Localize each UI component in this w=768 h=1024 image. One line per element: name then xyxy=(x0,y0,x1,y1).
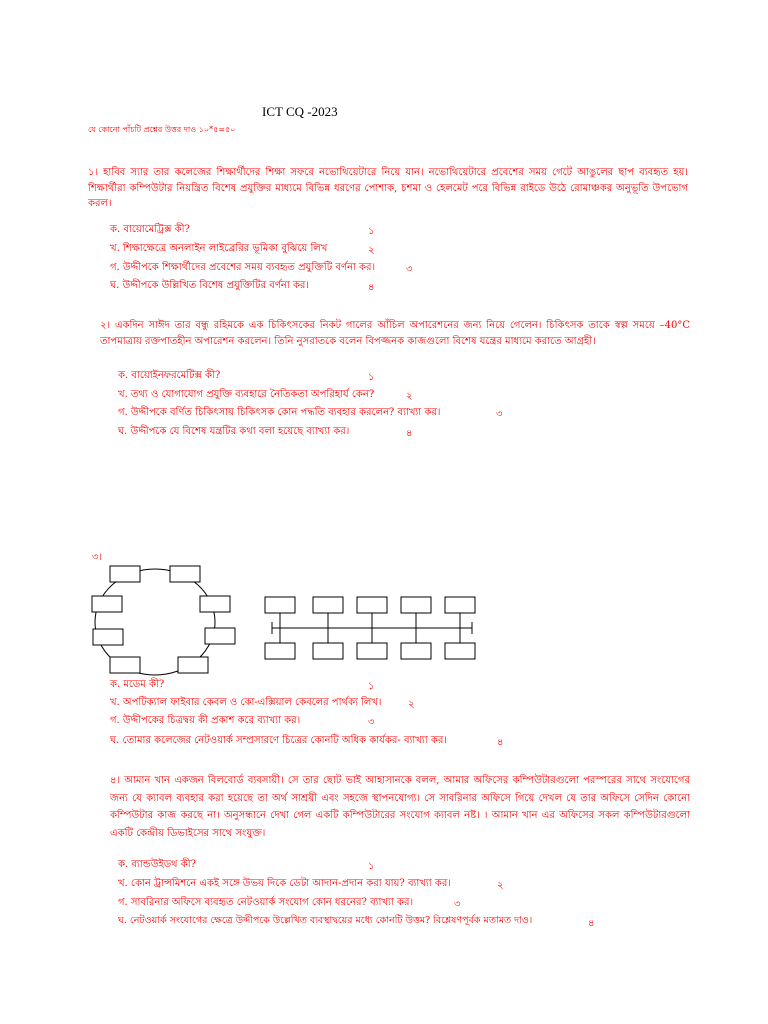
exam-instruction: যে কোনো পাঁচটি প্রশ্নের উত্তর দাও ১০*৫=৫০ xyxy=(88,125,236,134)
ring-node xyxy=(170,566,200,582)
bus-node xyxy=(401,643,431,659)
ring-node xyxy=(92,596,122,612)
q2-item-ka-label: ক. বায়োইনফরমেটিক্স কী? xyxy=(118,370,221,381)
bus-node xyxy=(313,597,343,613)
q4-item-ka xyxy=(118,857,196,874)
q3-item-ga xyxy=(110,713,300,730)
bus-node xyxy=(401,597,431,613)
q3-item-ka xyxy=(110,677,164,694)
bus-node xyxy=(445,597,475,613)
q3-item-ka-label: ক. মডেম কী? xyxy=(110,679,165,690)
ring-node xyxy=(178,657,208,673)
q4-item-gha-label: ঘ. নেটওয়ার্ক সংযোগের ক্ষেত্রে উদ্দীপকে উল্লেখিত ব্যবস্থাদ্বয়ের মধ্যে কোনটি উত্তম? বিশ্লেষণপূর্বক মতামত দাও। xyxy=(118,915,533,926)
q3-item-kha-label: খ. অপটিক্যাল ফাইবার কেবল ও কো-এক্সিয়াল কেবলের পার্থক্য লিখ। xyxy=(110,697,382,708)
q1-item-ka-marks: ১ xyxy=(368,226,375,237)
ring-topology-diagram xyxy=(92,566,235,675)
q4-item-ka-label: ক. ব্যান্ডউইডথ কী? xyxy=(118,859,196,870)
q3-item-ka-marks: ১ xyxy=(368,681,375,692)
q4-item-ka-marks: ১ xyxy=(368,861,375,872)
q2-item-kha-label: খ. তথ্য ও যোগাযোগ প্রযুক্তি ব্যবহারে নৈতিকতা অপরিহার্য কেন? xyxy=(118,389,375,400)
q4-item-ga xyxy=(118,895,413,912)
q1-item-kha-marks: ২ xyxy=(368,245,375,256)
ring-node xyxy=(205,628,235,644)
ring-node xyxy=(110,657,140,673)
q1-item-ka-label: ক. বায়োমেট্রিক্স কী? xyxy=(110,224,190,235)
q3-item-ga-marks: ৩ xyxy=(368,717,375,728)
q1-item-kha-label: খ. শিক্ষাক্ষেত্রে অনলাইন লাইব্রেরির ভূমিকা বুঝিয়ে লিখ xyxy=(110,243,328,254)
q3-item-kha xyxy=(110,695,381,712)
q1-item-gha-marks: ৪ xyxy=(368,282,375,293)
q1-item-ga-marks: ৩ xyxy=(406,264,413,275)
q2-item-ga-marks: ৩ xyxy=(496,409,503,420)
q3-item-ga-label: গ. উদ্দীপকের চিত্রদ্বয় কী প্রকাশ করে ব্যাখ্যা কর। xyxy=(110,715,301,726)
q3-item-gha-marks: ৪ xyxy=(497,737,504,748)
bus-node xyxy=(357,597,387,613)
bus-node xyxy=(265,597,295,613)
q3-item-kha-marks: ২ xyxy=(408,699,415,710)
q4-stem: ৪। আমান খান একজন বিলবোর্ড ব্যবসায়ী। সে তার ছোট ভাই আহাসানকে বলল, আমার অফিসের কম্পিউটারগুলো পরস্পরের সাথে সংযোগের জন্য যে ক্যাবল ব্যবহার করা হয়েছে তা অর্থ সাশ্রয়ী এবং সহজে স্থাপনযোগ্য। সে সাবরিনার অফিসে গিয়ে দেখল যে তার অফিসে সেদিন কোনো কম্পিউটার কাজ করছে না। অনুসন্ধানে দেখা গেল একটি কম্পিউটারের সংযোগ ক্যাবল নষ্ট। । আমান খান এর অফিসের সকল কম্পিউটারগুলো একটি কেন্দ্রীয় ডিভাইসের সাথে সংযুক্ত। xyxy=(110,775,690,839)
ring-node xyxy=(110,566,140,582)
ring-node xyxy=(93,629,123,645)
bus-node xyxy=(445,643,475,659)
q4-item-ga-label: গ. সাবরিনার অফিসে ব্যবহৃত নেটওয়ার্ক সংযোগ কোন ধরনের? ব্যাখ্যা কর। xyxy=(118,897,414,908)
q2-item-ga-label: গ. উদ্দীপকে বর্ণিত চিকিৎসায় চিকিৎসক কোন পদ্ধতি ব্যবহার করলেন? ব্যাখ্যা কর। xyxy=(118,407,441,418)
q4-item-gha-marks: ৪ xyxy=(588,918,595,929)
bus-node xyxy=(357,643,387,659)
q3-item-gha xyxy=(110,733,447,750)
bus-topology-diagram xyxy=(265,597,475,659)
q4-item-kha xyxy=(118,876,451,893)
q2-item-ka-marks: ১ xyxy=(368,372,375,383)
q4-item-gha xyxy=(118,914,532,929)
q1-item-gha-label: ঘ. উদ্দীপকে উল্লিখিত বিশেষ প্রযুক্তিটির বর্ণনা কর। xyxy=(110,280,310,291)
bus-node xyxy=(313,643,343,659)
bus-node xyxy=(265,643,295,659)
q1-item-ga-label: গ. উদ্দীপকে শিক্ষার্থীদের প্রবেশের সময় ব্যবহৃত প্রযুক্তিটি বর্ণনা কর। xyxy=(110,262,376,273)
q3-number: ৩। xyxy=(92,552,103,563)
q2-item-gha-marks: ৪ xyxy=(406,428,413,439)
q4-item-kha-label: খ. কোন ট্রান্সমিশনে একই সঙ্গে উভয় দিকে ডেটা আদান-প্রদান করা যায়? ব্যাখ্যা কর। xyxy=(118,878,451,889)
q1-stem: ১। হাবিব স্যার তার কলেজের শিক্ষার্থীদের শিক্ষা সফরে নভোথিয়েটারে নিয়ে যান। নভোথিয়েটারে প্রবেশের সময় গেটে আঙুলের ছাপ ব্যবহৃত হয়। শিক্ষার্থীরা কম্পিউটার নিয়ন্ত্রিত বিশেষ প্রযুক্তির মাধ্যমে বিভিন্ন ধরণের পোশাক, চশমা ও হেলমেট পরে বিভিন্ন রাইডে উঠে রোমাঞ্চকর অনুভূতি উপভোগ করল। xyxy=(88,167,688,209)
q2-item-kha-marks: ২ xyxy=(406,391,413,402)
q2-item-gha-label: ঘ. উদ্দীপকে যে বিশেষ যন্ত্রটির কথা বলা হয়েছে ব্যাখ্যা কর। xyxy=(118,426,350,437)
ring-node xyxy=(200,596,230,612)
q4-item-ga-marks: ৩ xyxy=(454,899,461,910)
q2-stem: ২। একদিন সাঈদ তার বন্ধু রহিমকে এক চিকিৎসকের নিকট গালের আঁচিল অপারেশনের জন্য নিয়ে গেলেন। চিকিৎসক তাকে স্বল্প সময়ে –40°C তাপমাত্রায় রক্তপাতহীন অপারেশন করলেন। তিনি নুসরাতকে বলেন বিপজ্জনক কাজগুলো বিশেষ যন্ত্রের মাধ্যমে করাতে আগ্রহী। xyxy=(100,320,690,347)
q4-item-kha-marks: ২ xyxy=(497,880,504,891)
exam-title: ICT CQ -2023 xyxy=(262,104,338,119)
q3-item-gha-label: ঘ. তোমার কলেজের নেটওয়ার্ক সম্প্রসারণে চিত্রের কোনটি অধিক কার্যকর- ব্যাখ্যা কর। xyxy=(110,735,447,746)
